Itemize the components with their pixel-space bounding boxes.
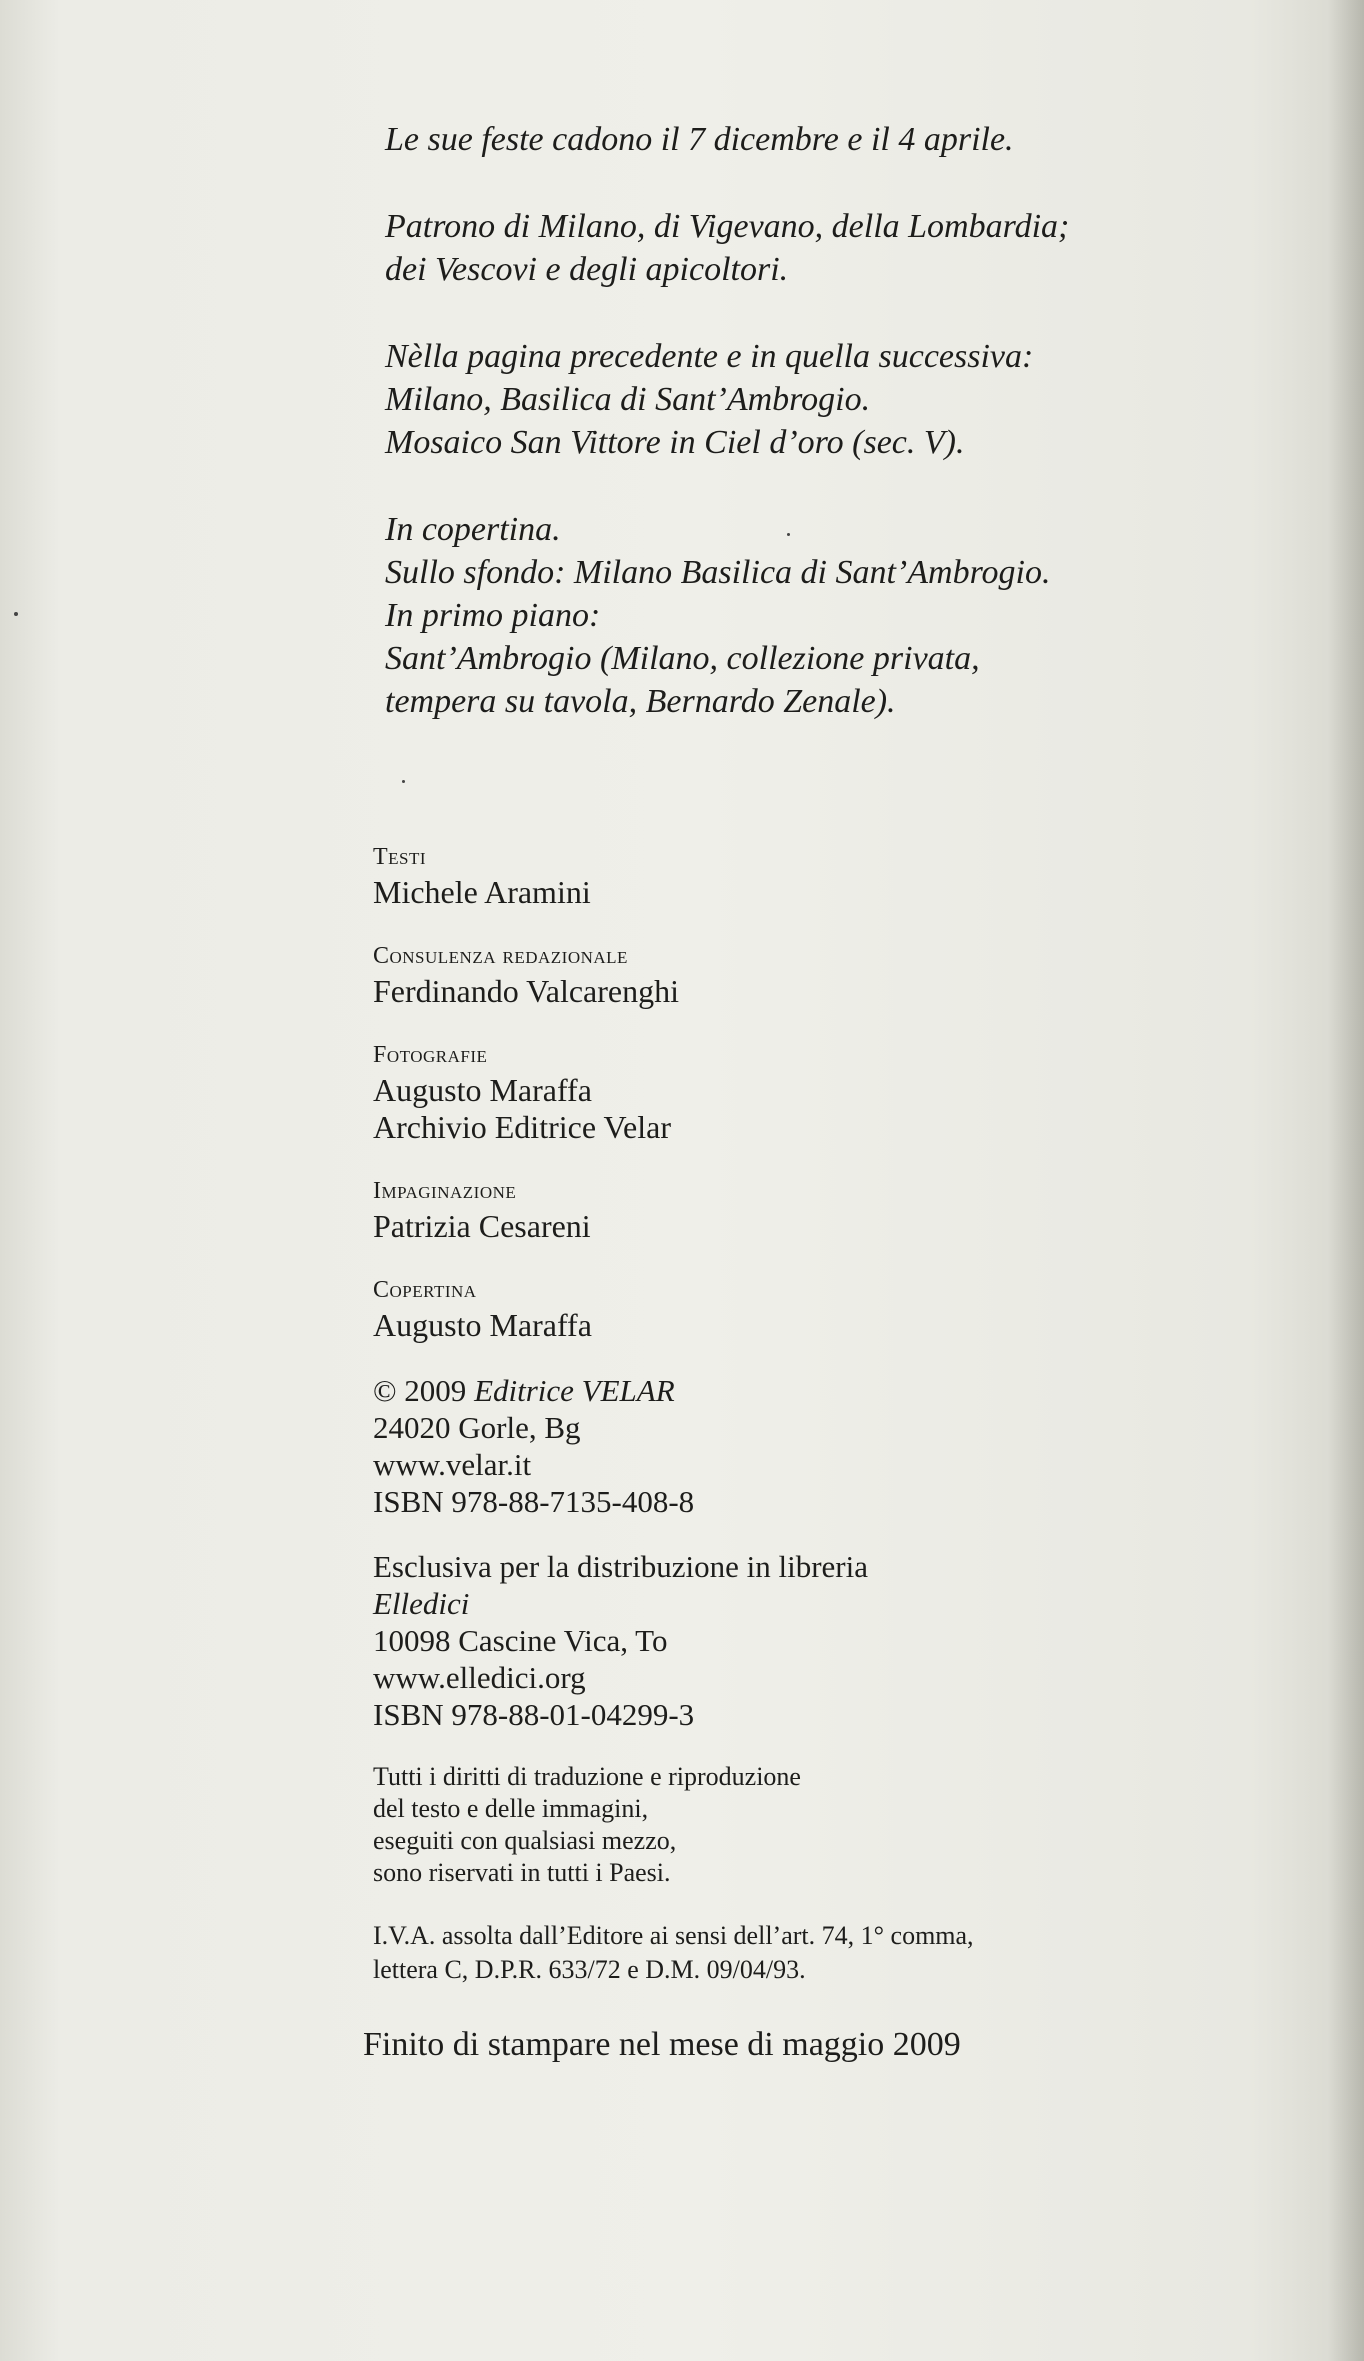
credit-name: Michele Aramini xyxy=(373,874,591,910)
credit-name: Patrizia Cesareni xyxy=(373,1208,591,1244)
copyright-line xyxy=(373,1372,1273,1409)
rights-line-3: eseguiti con qualsiasi mezzo, xyxy=(373,1826,677,1855)
publisher-isbn: ISBN 978-88-7135-408-8 xyxy=(373,1484,695,1519)
patron-note xyxy=(385,205,1285,291)
credit-name: Augusto Maraffa xyxy=(373,1307,592,1343)
rights-line-2: del testo e delle immagini, xyxy=(373,1794,649,1823)
credit-name: Ferdinando Valcarenghi xyxy=(373,973,679,1009)
credit-fotografie xyxy=(373,1038,1273,1146)
iva-line-2: lettera C, D.P.R. 633/72 e D.M. 09/04/93. xyxy=(373,1955,806,1984)
cover-line-2: Sullo sfondo: Milano Basilica di Sant’Ambrogio. xyxy=(385,554,1051,591)
distributor-isbn: ISBN 978-88-01-04299-3 xyxy=(373,1697,695,1732)
credit-label: Testi xyxy=(373,844,427,870)
print-speck xyxy=(14,612,18,616)
cover-note xyxy=(385,508,1285,723)
distributor-website: www.elledici.org xyxy=(373,1660,586,1695)
cover-line-4: Sant’Ambrogio (Milano, collezione privata, xyxy=(385,640,980,677)
credits-section xyxy=(363,840,1273,2065)
credit-copertina xyxy=(373,1273,1273,1344)
copyright-prefix: © 2009 xyxy=(373,1373,467,1408)
iva-line-1: I.V.A. assolta dall’Editore ai sensi dell’art. 74, 1° comma, xyxy=(373,1921,974,1950)
print-speck xyxy=(402,780,405,783)
publisher-block xyxy=(373,1372,1273,1520)
patron-line-1: Patrono di Milano, di Vigevano, della Lombardia; xyxy=(385,208,1070,245)
rights-line-4: sono riservati in tutti i Paesi. xyxy=(373,1858,671,1887)
previous-page-line-2: Milano, Basilica di Sant’Ambrogio. xyxy=(385,381,871,418)
page-edge-shadow xyxy=(1328,0,1364,2361)
italic-notes xyxy=(385,118,1285,767)
credit-testi xyxy=(373,840,1273,911)
credit-impaginazione xyxy=(373,1174,1273,1245)
previous-page-line-3: Mosaico San Vittore in Ciel d’oro (sec. V). xyxy=(385,424,965,461)
feast-days-note xyxy=(385,118,1285,161)
previous-page-line-1: Nèlla pagina precedente e in quella successiva: xyxy=(385,338,1034,375)
publisher-address: 24020 Gorle, Bg xyxy=(373,1410,581,1445)
previous-page-note xyxy=(385,335,1285,464)
credit-label: Fotografie xyxy=(373,1042,488,1068)
credit-label: Impaginazione xyxy=(373,1178,517,1204)
printing-date: Finito di stampare nel mese di maggio 2009 xyxy=(363,2026,961,2063)
credit-consulenza xyxy=(373,939,1273,1010)
credit-name: Augusto Maraffa xyxy=(373,1072,592,1108)
distribution-block xyxy=(373,1548,1273,1733)
credit-name: Archivio Editrice Velar xyxy=(373,1109,671,1145)
publisher-website: www.velar.it xyxy=(373,1447,532,1482)
publisher-name: Editrice VELAR xyxy=(474,1373,675,1408)
feast-days-line: Le sue feste cadono il 7 dicembre e il 4 aprile. xyxy=(385,121,1014,158)
distributor-address: 10098 Cascine Vica, To xyxy=(373,1623,668,1658)
rights-line-1: Tutti i diritti di traduzione e riproduzione xyxy=(373,1762,801,1791)
distribution-line: Esclusiva per la distribuzione in libreria xyxy=(373,1549,868,1584)
distributor-name: Elledici xyxy=(373,1586,470,1621)
cover-line-1: In copertina. xyxy=(385,511,561,548)
rights-notice xyxy=(373,1761,1273,1889)
iva-notice xyxy=(373,1919,1273,1987)
credit-label: Copertina xyxy=(373,1277,477,1303)
cover-line-3: In primo piano: xyxy=(385,597,601,634)
credit-label: Consulenza redazionale xyxy=(373,943,628,969)
patron-line-2: dei Vescovi e degli apicoltori. xyxy=(385,251,789,288)
cover-line-5: tempera su tavola, Bernardo Zenale). xyxy=(385,683,896,720)
